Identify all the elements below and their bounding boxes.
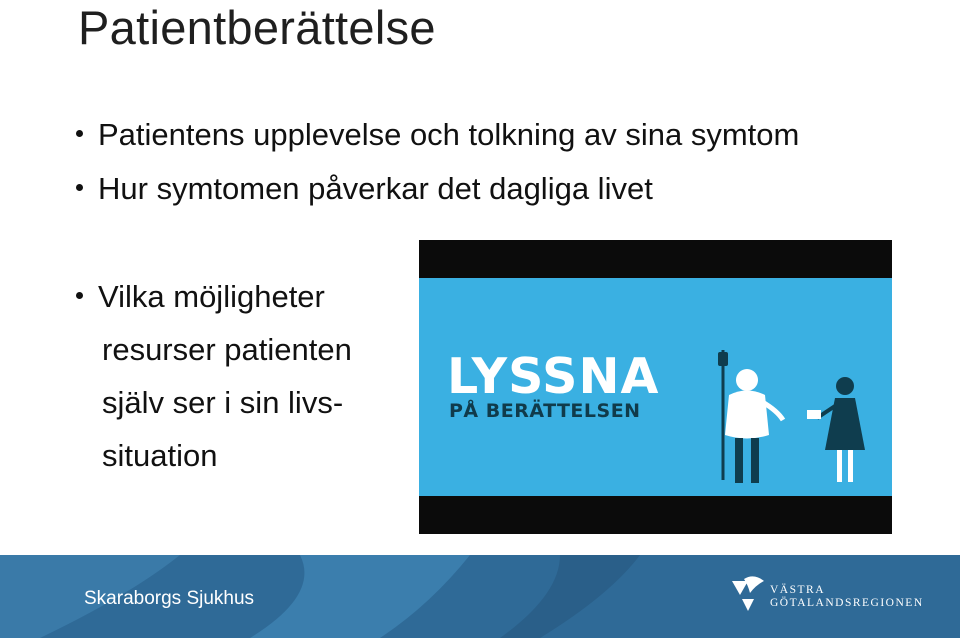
region-logo [730, 575, 924, 620]
region-logo-text: VÄSTRA GÖTALANDSREGIONEN [770, 584, 924, 609]
bullet-dot-icon [76, 184, 83, 191]
video-subline: PÅ BERÄTTELSEN [449, 400, 641, 422]
video-frame[interactable] [419, 278, 892, 496]
bullet-text-line-2: resurser patienten [102, 332, 352, 367]
bullet-item-3 [76, 270, 406, 482]
region-logo-icon [730, 575, 768, 615]
video-headline: LYSSNA [447, 348, 660, 405]
bullet-text-line-1: Vilka möjligheter [76, 270, 406, 323]
footer-bar [0, 555, 960, 638]
bullet-text-line-4: situation [102, 438, 218, 473]
bullet-dot-icon [76, 130, 83, 137]
slide-title: Patientberättelse [78, 1, 436, 54]
bullet-item-1 [76, 108, 799, 161]
bullet-text-line-3: själv ser i sin livs- [102, 385, 344, 420]
bullet-text: Hur symtomen påverkar det dagliga livet [98, 171, 653, 206]
bullet-item-2 [76, 162, 653, 215]
bullet-dot-icon [76, 292, 83, 299]
bullet-text: Patientens upplevelse och tolkning av sina symtom [98, 117, 800, 152]
video-player[interactable] [419, 240, 892, 534]
organization-name: Skaraborgs Sjukhus [84, 588, 255, 609]
patient-and-nurse-illustration-icon [699, 350, 879, 490]
